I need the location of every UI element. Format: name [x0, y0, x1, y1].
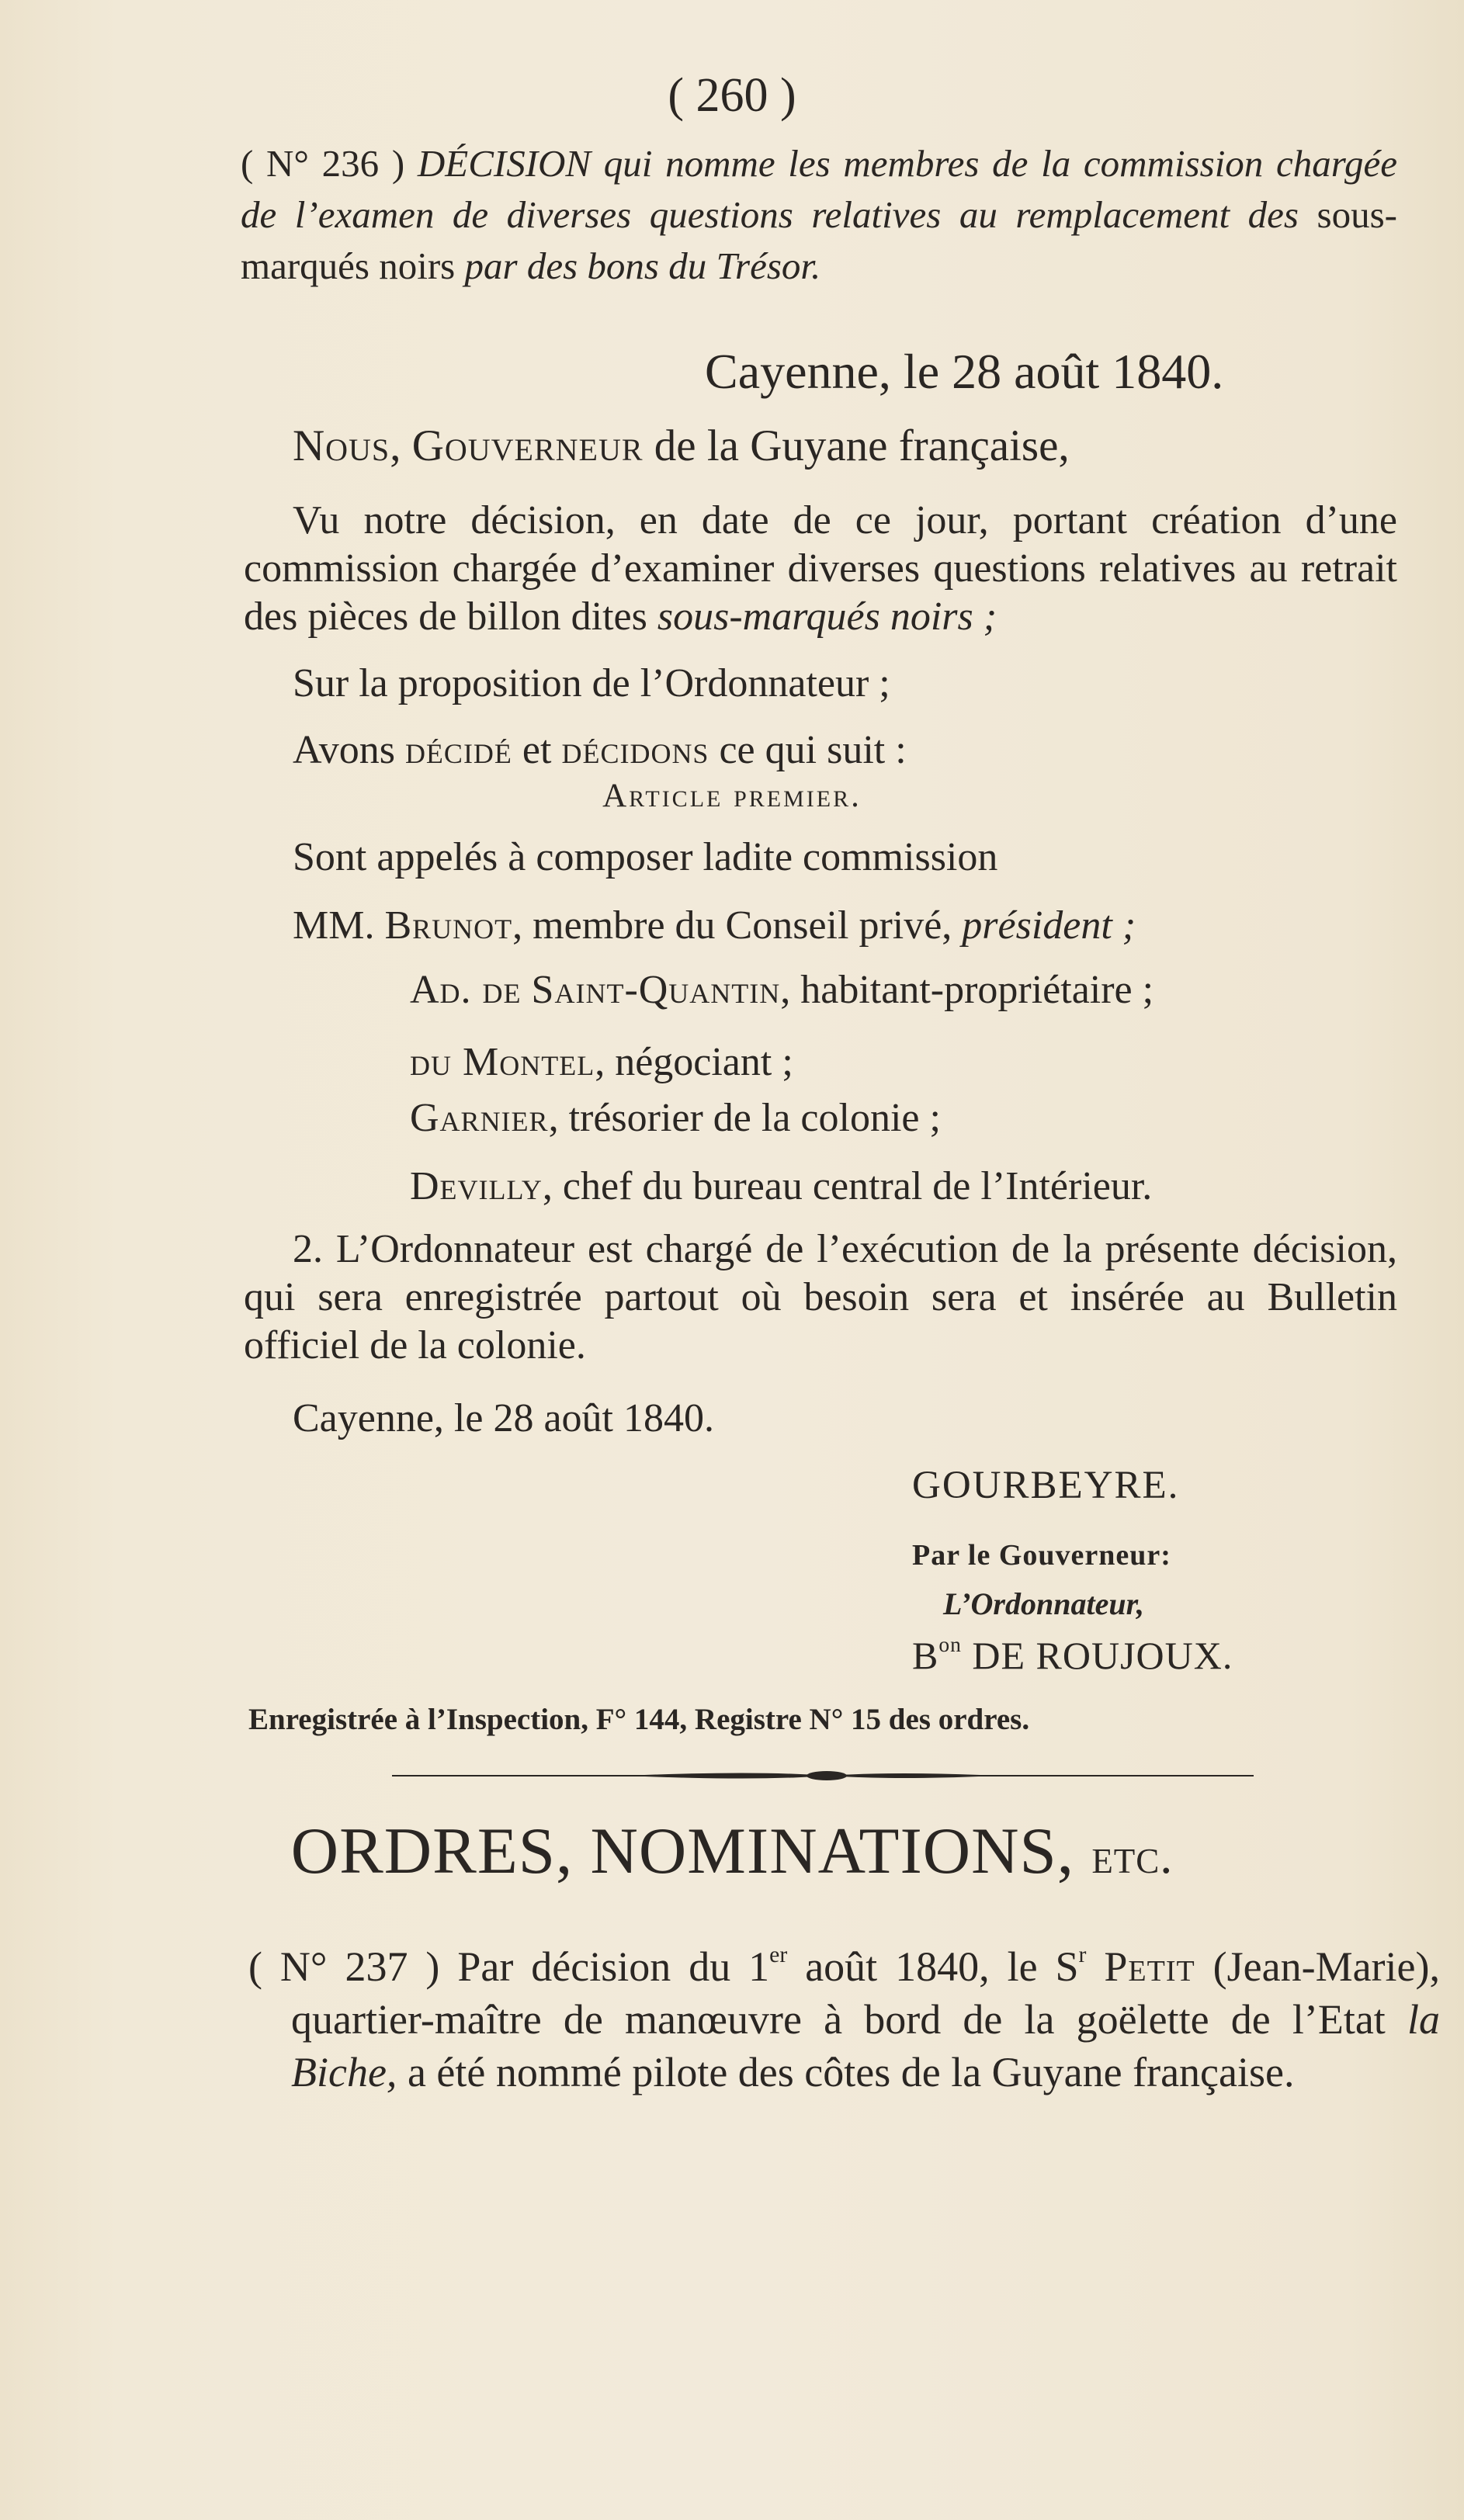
avons-a: Avons — [293, 728, 395, 772]
nous-gouverneur: Gouverneur — [411, 421, 644, 470]
ordres-heading — [0, 1813, 1464, 1889]
decision-236-text-a: qui nomme les membres de la commission chargée de l’examen de diverses questions relatives au remplacement des — [241, 142, 1397, 236]
registration-note: Enregistrée à l’Inspection, F° 144, Registre N° 15 des ordres. — [248, 1703, 1030, 1736]
member-garnier-name: Garnier — [410, 1096, 549, 1140]
baron-name: DE ROUJOUX. — [972, 1634, 1233, 1677]
sur-line: Sur la proposition de l’Ordonnateur ; — [293, 661, 890, 705]
decision-236-number: ( N° 236 ) — [241, 142, 405, 185]
mm-label: MM. — [293, 903, 375, 948]
article-2-paragraph: 2. L’Ordonnateur est chargé de l’exécution de la présente décision, qui sera enregistrée partout où besoin sera et insérée au Bulletin officiel de la colonie. — [244, 1227, 1397, 1367]
member-brunot-name: Brunot — [384, 903, 513, 948]
nous-lead: Nous — [293, 421, 390, 470]
avons-d: décidons — [561, 728, 709, 772]
member-devilly-name: Devilly — [410, 1164, 543, 1208]
order-237-sup1: er — [769, 1943, 788, 1967]
order-237-sup2: r — [1078, 1943, 1087, 1967]
member-garnier-role: , trésorier de la colonie ; — [548, 1096, 941, 1140]
baron-prefix: B — [912, 1634, 939, 1677]
member-devilly-role: , chef du bureau central de l’Intérieur. — [542, 1164, 1153, 1208]
order-237-number: ( N° 237 ) — [248, 1943, 440, 1990]
nous-line: Nous, Gouverneur de la Guyane française, — [293, 421, 1070, 470]
order-237-t1: Par décision du 1 — [457, 1943, 770, 1990]
decision-236-word: DÉCISION — [417, 142, 591, 185]
ordres-heading-etc: etc. — [1091, 1828, 1174, 1884]
member-saint-quantin-prefix: Ad. de — [410, 968, 522, 1012]
decision-236-heading — [241, 138, 1397, 292]
place-date: Cayenne, le 28 août 1840. — [705, 344, 1224, 399]
vu-paragraph — [244, 497, 1397, 641]
order-237-biche: la Biche, — [291, 1995, 1440, 2095]
order-237-paragraph — [248, 1929, 1440, 2099]
ordonnateur-label: L’Ordonnateur, — [943, 1586, 1144, 1621]
member-brunot — [293, 902, 1136, 950]
article-premier-heading: Article premier. — [602, 778, 862, 814]
par-le-gouverneur: Par le Gouverneur: — [912, 1539, 1171, 1572]
nous-rest: de la Guyane française, — [654, 421, 1070, 470]
member-garnier — [410, 1094, 941, 1142]
order-237-petit: Petit — [1104, 1943, 1195, 1990]
baron-sup: on — [938, 1632, 962, 1656]
member-du-montel-name: du Montel — [410, 1040, 595, 1084]
decision-236-text-b: sous-marqués noirs — [241, 193, 1398, 287]
avons-line — [293, 726, 907, 775]
avons-b: décidé — [404, 728, 512, 772]
page-number: ( 260 ) — [668, 69, 796, 122]
ordres-heading-main: ORDRES, NOMINATIONS, — [290, 1815, 1075, 1887]
member-saint-quantin — [410, 966, 1154, 1014]
member-brunot-role: , membre du Conseil privé, — [512, 903, 952, 948]
signature-baron — [912, 1632, 1233, 1678]
order-237-t3: (Jean-Marie), quartier-maître de manœuvre à bord de la goëlette de l’Etat — [291, 1943, 1440, 2043]
avons-c: et — [522, 728, 552, 772]
order-237-t4: a été nommé pilote des côtes de la Guyane française. — [407, 2048, 1295, 2095]
member-saint-quantin-name: Saint-Quantin — [531, 968, 781, 1012]
sont-appeles-line: Sont appelés à composer ladite commission — [293, 835, 998, 879]
ornamental-separator — [392, 1768, 1254, 1783]
member-du-montel-role: , négociant ; — [595, 1040, 793, 1084]
member-saint-quantin-role: , habitant-propriétaire ; — [780, 968, 1154, 1012]
order-237-t2: août 1840, le S — [805, 1943, 1079, 1990]
member-devilly — [410, 1163, 1152, 1211]
decision-236-text-c: par des bons du Trésor. — [464, 244, 821, 287]
member-du-montel — [410, 1038, 793, 1087]
closing-place-date: Cayenne, le 28 août 1840. — [293, 1396, 714, 1440]
signature-governor: GOURBEYRE. — [912, 1464, 1180, 1507]
member-brunot-title: président ; — [962, 903, 1136, 948]
vu-text: Vu notre décision, en date de ce jour, portant création d’une commission chargée d’examiner diverses questions relatives au retrait des pièces de billon dites — [244, 498, 1397, 639]
avons-e: ce qui suit : — [719, 728, 907, 772]
vu-italic: sous-marqués noirs ; — [657, 594, 997, 639]
